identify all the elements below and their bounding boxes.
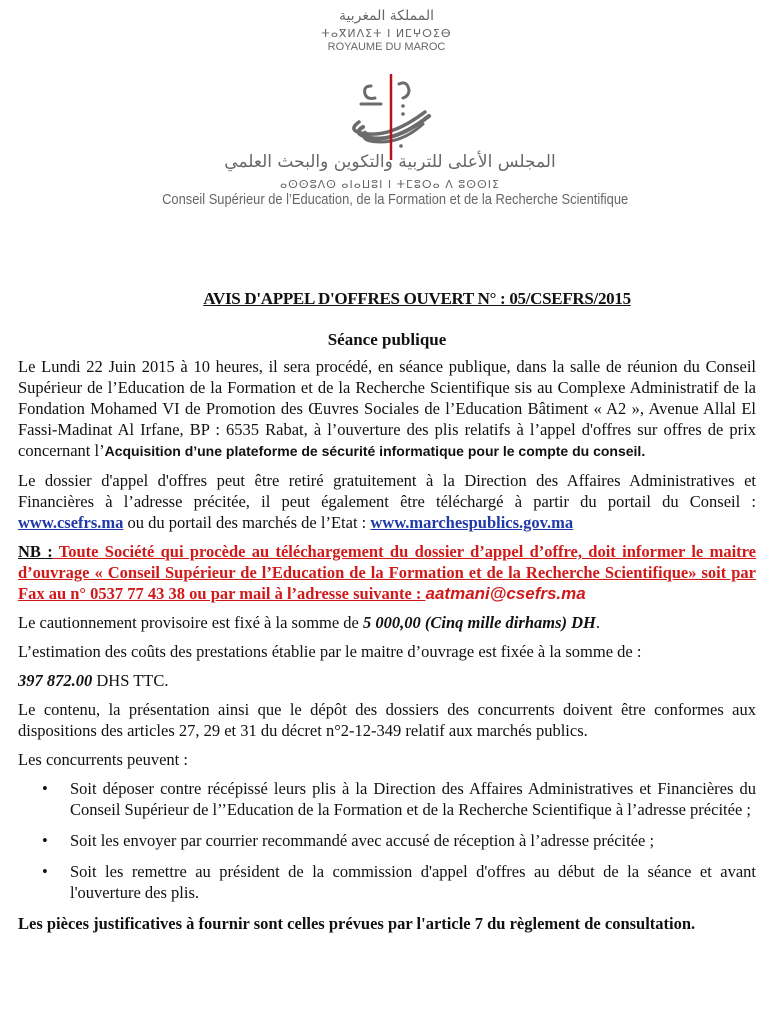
council-name-tifinagh: ⴰⵙⵙⵓⴷⵙ ⴰⵏⴰⵡⵓⵏ ⵏ ⵜⵎⵓⵔⴰ ⴷ ⵓⵙⵙⵏⵉ bbox=[280, 178, 500, 191]
kingdom-name-tifinagh: ⵜⴰⴳⵍⴷⵉⵜ ⵏ ⵍⵎⵖⵔⵉⴱ bbox=[321, 27, 452, 40]
estimation-suffix: DHS TTC. bbox=[92, 671, 169, 690]
csefrs-logo-icon bbox=[341, 72, 441, 162]
option-text: Soit les envoyer par courrier recommandé avec accusé de réception à l’adresse précitée ; bbox=[70, 831, 655, 850]
option-text: Soit déposer contre récépissé leurs plis à la Direction des Affaires Administratives et Financières du Conseil Supérieur de l’’Education de la Formation et de la Recherche Scientifique à l’adresse précitée ; bbox=[70, 779, 756, 819]
option-text: Soit les remettre au président de la commission d'appel d'offres au début de la séance et avant l'ouverture des plis. bbox=[70, 862, 756, 902]
bullet-icon: • bbox=[42, 862, 48, 881]
estimation-amount: 397 872.00 bbox=[18, 671, 93, 690]
final-note: Les pièces justificatives à fournir sont celles prévues par l'article 7 du règlement de consultation. bbox=[18, 914, 696, 933]
csefrs-link[interactable]: www.csefrs.ma bbox=[18, 513, 124, 532]
bullet-icon: • bbox=[42, 779, 48, 798]
notice-body bbox=[18, 288, 756, 942]
kingdom-name-french: ROYAUME DU MAROC bbox=[327, 41, 446, 53]
caution-paragraph bbox=[18, 612, 756, 633]
contact-email[interactable]: aatmani@csefrs.ma bbox=[425, 584, 586, 603]
list-item bbox=[42, 861, 756, 903]
nb-label: NB : bbox=[18, 542, 53, 561]
session-text: Le Lundi 22 Juin 2015 à 10 heures, il sera procédé, en séance publique, dans la salle de réunion du Conseil Supérieur de l’Education de la Formation et de la Recherche Scientifique sis au Complexe Administratif de la Fondation Mohamed VI de Promotion des Œuvres Sociales de l’Education Bâtiment « A2 », Avenue Allal El Fassi-Madinat Al Irfane, BP : 6535 Rabat, à l’ouverture des plis relatifs à l’appel d'offres sur offres de prix concernant l’ bbox=[18, 357, 756, 460]
notice-subtitle: Séance publique bbox=[327, 330, 447, 349]
session-paragraph bbox=[18, 356, 756, 462]
council-name-french: Conseil Supérieur de l’Education, de la Formation et de la Recherche Scientifique bbox=[162, 191, 629, 208]
concurrents-intro: Les concurrents peuvent : bbox=[18, 750, 188, 769]
council-name-arabic: المجلس الأعلى للتربية والتكوين والبحث العلمي bbox=[224, 152, 556, 172]
dossier-paragraph bbox=[18, 470, 756, 533]
contenu-paragraph: Le contenu, la présentation ainsi que le dépôt des dossiers des concurrents doivent être conformes aux dispositions des articles 27, 29 et 31 du décret n°2-12-349 relatif aux marchés publics. bbox=[18, 700, 756, 740]
bullet-icon: • bbox=[42, 831, 48, 850]
caution-suffix: . bbox=[595, 613, 600, 632]
estimation-paragraph: L’estimation des coûts des prestations établie par le maitre d’ouvrage est fixée à la somme de : bbox=[18, 642, 642, 661]
list-item bbox=[42, 778, 756, 820]
dossier-text: Le dossier d'appel d'offres peut être retiré gratuitement à la Direction des Affaires Administratives et Financières à l’adresse précitée, il peut également être téléchargé à partir du portail du Conseil : bbox=[18, 471, 756, 511]
estimation-amount-paragraph bbox=[18, 670, 756, 691]
kingdom-name-arabic: المملكة المغربية bbox=[338, 8, 435, 24]
dossier-middle-text: ou du portail des marchés de l’Etat : bbox=[123, 513, 371, 532]
nb-text: Toute Société qui procède au téléchargement du dossier d’appel d’offre, doit informer le maitre d’ouvrage « Conseil Supérieur de l’Education de la Formation et de la Recherche Scientifique» soit par Fax au n° 0537 77 43 38 ou par mail à l’adresse suivante : bbox=[18, 542, 756, 603]
caution-amount: 5 000,00 (Cinq mille dirhams) DH bbox=[363, 613, 596, 632]
list-item bbox=[42, 830, 756, 851]
marchespublics-link[interactable]: www.marchespublics.gov.ma bbox=[370, 513, 574, 532]
caution-prefix: Le cautionnement provisoire est fixé à la somme de bbox=[18, 613, 364, 632]
tender-object: Acquisition d’une plateforme de sécurité informatique pour le compte du conseil. bbox=[104, 443, 646, 459]
nb-paragraph bbox=[18, 541, 756, 604]
submission-options-list bbox=[18, 778, 756, 903]
notice-title: AVIS D'APPEL D'OFFRES OUVERT N° : 05/CSEFRS/2015 bbox=[203, 289, 631, 308]
